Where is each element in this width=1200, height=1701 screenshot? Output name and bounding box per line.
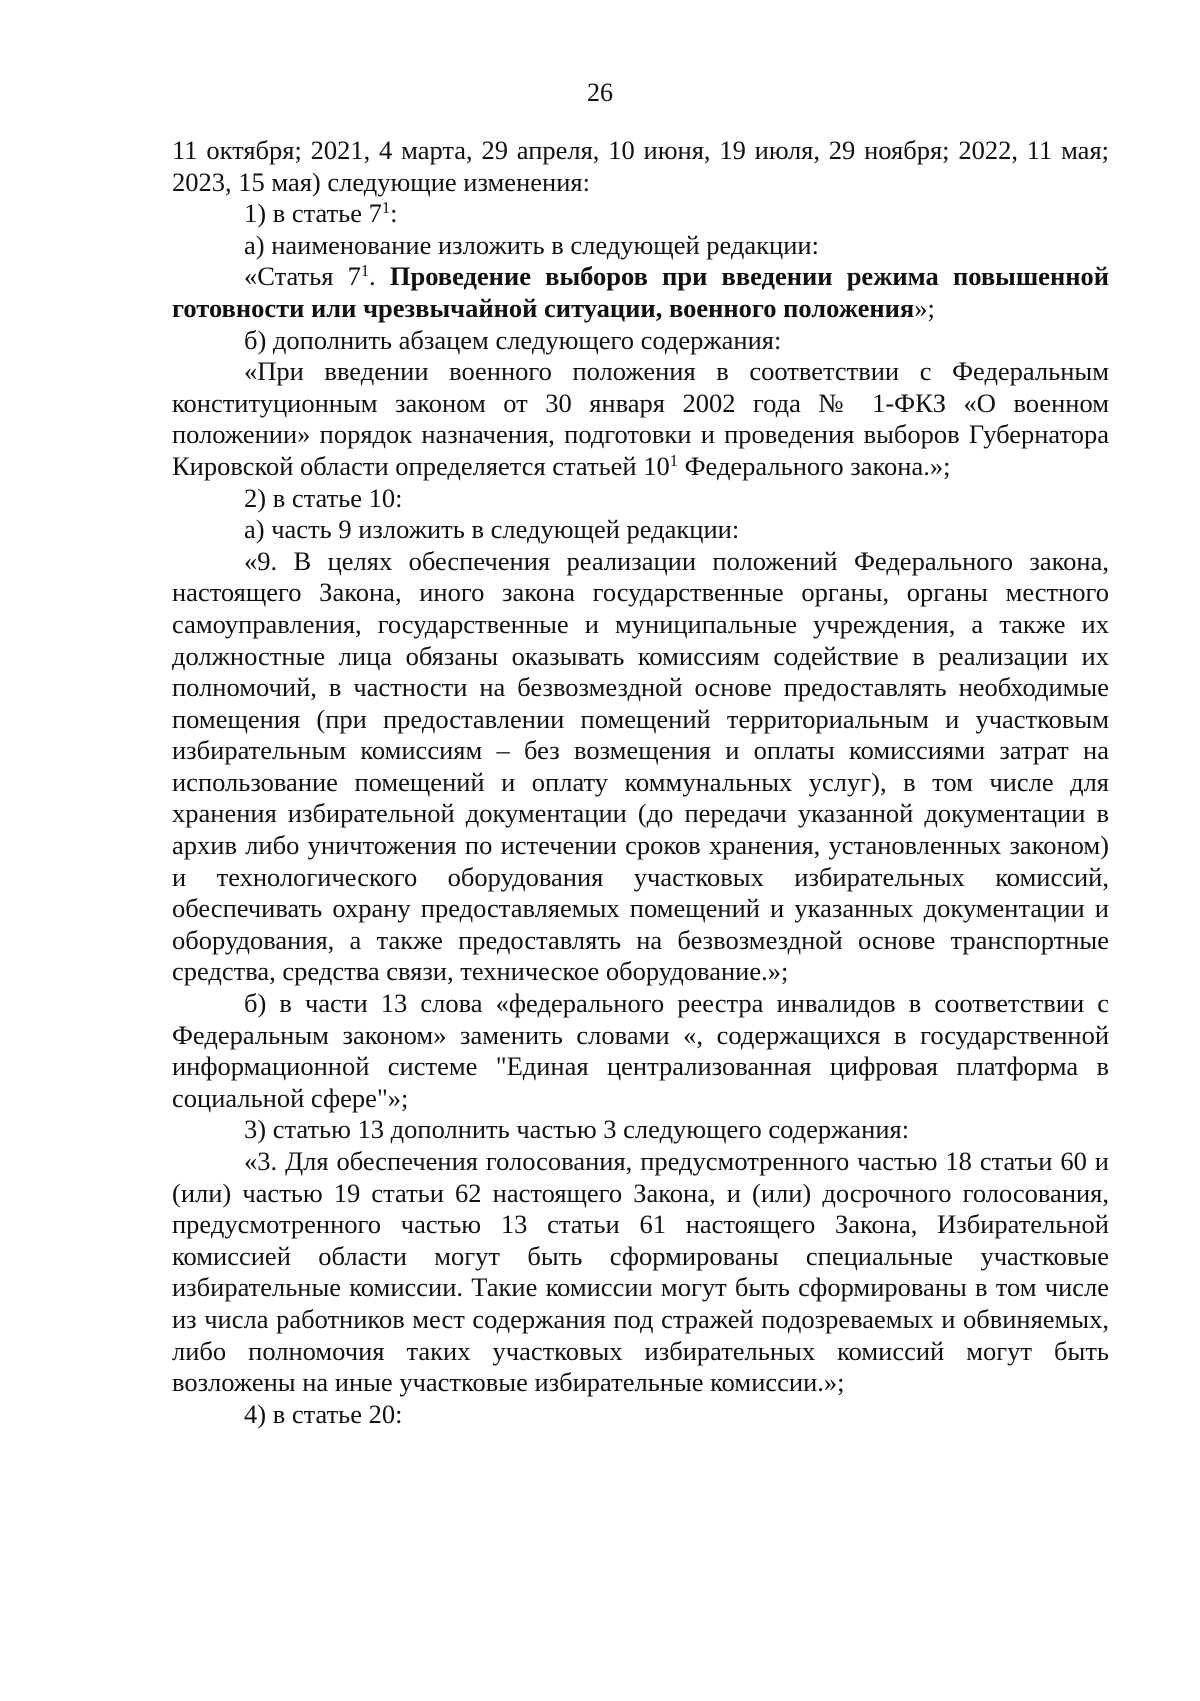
paragraph-4 — [172, 261, 1109, 324]
text-run: 3) статью 13 дополнить частью 3 следующего содержания: — [244, 1114, 910, 1145]
superscript: 1 — [360, 261, 370, 281]
paragraph-11 — [172, 1114, 1109, 1146]
text-run: 11 октября; 2021, 4 марта, 29 апреля, 10 июня, 19 июля, 29 ноября; 2022, 11 мая; 2023, 15 мая) следующие изменения: — [172, 135, 1109, 197]
text-run: «При введении военного положения в соответствии с Федеральным конституционным законом от 30 января 2002 года № 1-ФКЗ «О военном положении» порядок назначения, подготовки и проведения выборов Губернатора Кировской области определяется статьей 10 — [172, 356, 1109, 481]
text-run: »; — [914, 292, 935, 323]
paragraph-13 — [172, 1399, 1109, 1431]
text-run: 2) в статье 10: — [244, 482, 403, 513]
paragraph-1 — [172, 135, 1109, 198]
text-run: : — [390, 198, 398, 229]
text-run: «3. Для обеспечения голосования, предусмотренного частью 18 статьи 60 и (или) частью 19 статьи 62 настоящего Закона, и (или) досрочного голосования, предусмотренного частью 13 статьи 61 настоящего Закона, Избирательной комиссией области могут быть сформированы специальные участковые избирательные комиссии. Такие комиссии могут быть сформированы в том числе из числа работников мест содержания под стражей подозреваемых и обвиняемых, либо полномочия таких участковых избирательных комиссий могут быть возложены на иные участковые избирательные комиссии.»; — [172, 1146, 1109, 1398]
paragraph-5 — [172, 325, 1109, 357]
text-run: а) наименование изложить в следующей редакции: — [244, 229, 819, 260]
paragraph-3 — [172, 230, 1109, 262]
text-run: «Статья 7 — [244, 261, 361, 292]
text-run: а) часть 9 изложить в следующей редакции: — [244, 514, 740, 545]
text-run: 1) в статье 7 — [244, 198, 382, 229]
superscript: 1 — [669, 450, 678, 470]
text-run: «9. В целях обеспечения реализации положений Федерального закона, настоящего Закона, иного закона государственные органы, органы местного самоуправления, государственные и муниципальные учреждения, а также их должностные лица обязаны оказывать комиссиям содействие в реализации их полномочий, в частности на безвозмездной основе предоставлять необходимые помещения (при предоставлении помещений территориальным и участковым избирательным комиссиям – без возмещения и оплаты комиссиями затрат на использование помещений и оплату коммунальных услуг), в том числе для хранения избирательной документации (до передачи указанной документации в архив либо уничтожения по истечении сроков хранения, установленных законом) и технологического оборудования участковых избирательных комиссий, обеспечивать охрану предоставляемых помещений и указанных документации и оборудования, а также предоставлять на безвозмездной основе транспортные средства, средства связи, техническое оборудование.»; — [172, 545, 1109, 987]
paragraph-9 — [172, 546, 1109, 988]
paragraph-10 — [172, 988, 1109, 1114]
text-run: . — [369, 261, 390, 292]
paragraph-6 — [172, 356, 1109, 482]
text-run: б) в части 13 слова «федерального реестра инвалидов в соответствии с Федеральным законом» заменить словами «, содержащихся в государственной информационной системе "Единая централизованная цифровая платформа в социальной сфере"»; — [172, 988, 1109, 1113]
bold-text: Проведение выборов при введении режима повышенной готовности или чрезвычайной ситуации, военного положения — [172, 261, 1110, 323]
paragraph-12 — [172, 1146, 1109, 1399]
paragraph-8 — [172, 514, 1109, 546]
paragraph-2 — [172, 198, 1109, 230]
text-run: 4) в статье 20: — [244, 1398, 403, 1429]
document-body — [172, 135, 1109, 1430]
superscript: 1 — [381, 198, 391, 218]
text-run: б) дополнить абзацем следующего содержания: — [244, 324, 782, 355]
paragraph-7 — [172, 483, 1109, 515]
page-number: 26 — [587, 78, 613, 107]
text-run: Федерального закона.»; — [677, 450, 951, 481]
